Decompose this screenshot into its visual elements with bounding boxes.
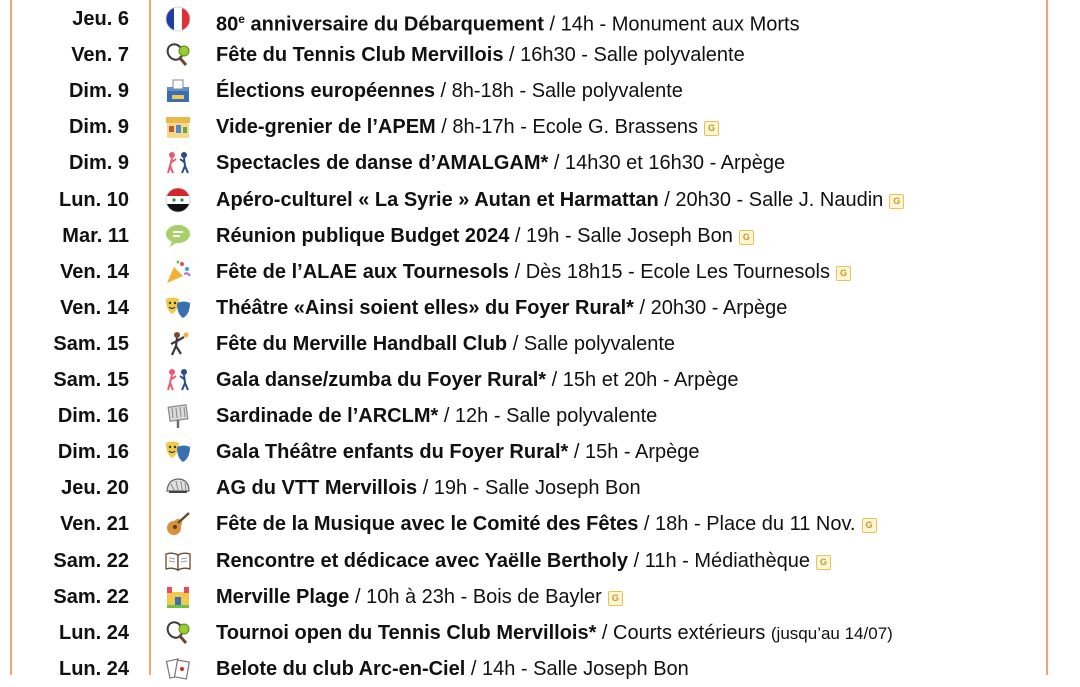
free-entry-badge-icon: G: [862, 518, 877, 533]
event-row: [0, 506, 1080, 542]
theater-masks-icon: [164, 439, 192, 465]
event-title-superscript: e: [238, 12, 245, 26]
event-date: Lun. 24: [58, 621, 129, 644]
event-text: [216, 182, 904, 218]
event-details: / 15h et 20h - Arpège: [546, 369, 739, 391]
event-row: [0, 145, 1080, 181]
event-title: Gala danse/zumba du Foyer Rural*: [216, 369, 547, 391]
event-date: Dim. 9: [68, 80, 129, 103]
event-title: AG du VTT Mervillois: [216, 477, 418, 500]
event-text: [216, 506, 877, 542]
event-date: Ven. 21: [60, 513, 129, 536]
event-details: / 14h - Monument aux Morts: [543, 13, 800, 36]
event-title: Élections européennes: [216, 80, 435, 103]
flag-france-icon: [164, 6, 192, 32]
event-row: [0, 579, 1080, 615]
free-entry-badge-icon: G: [816, 555, 831, 570]
event-row: [0, 37, 1080, 73]
free-entry-badge-icon: G: [889, 194, 904, 209]
event-text: [216, 326, 675, 362]
event-row: [0, 615, 1080, 651]
event-row: [0, 326, 1080, 362]
bike-helmet-icon: [164, 475, 192, 501]
event-date: Lun. 24: [58, 657, 129, 680]
event-title-rest: anniversaire du Débarquement: [244, 13, 544, 36]
event-title: Rencontre et dédicace avec Yaëlle Bertholy: [216, 549, 629, 572]
event-date: Sam. 15: [53, 332, 129, 355]
event-row: [0, 1, 1080, 37]
event-details: / 14h30 et 16h30 - Arpège: [548, 152, 786, 175]
event-title: Merville Plage: [216, 585, 350, 608]
playing-cards-icon: [164, 656, 192, 682]
event-date: Mar. 11: [62, 224, 129, 247]
event-date: Sam. 22: [53, 585, 129, 608]
event-text: [216, 579, 623, 615]
event-date: Lun. 10: [58, 188, 129, 211]
event-date: Ven. 7: [71, 44, 129, 67]
event-text: [216, 615, 893, 651]
event-details: / 10h à 23h - Bois de Bayler: [349, 585, 602, 608]
event-text: [216, 37, 745, 73]
event-title: Gala Théâtre enfants du Foyer Rural*: [216, 441, 569, 464]
event-date: Dim. 16: [57, 405, 129, 428]
event-details: / 19h - Salle Joseph Bon: [509, 224, 733, 247]
market-stall-icon: [164, 114, 192, 140]
event-title: Fête de la Musique avec le Comité des Fêtes: [216, 513, 639, 536]
event-details: / 19h - Salle Joseph Bon: [417, 477, 641, 500]
event-text: [216, 543, 831, 579]
event-details: / 16h30 - Salle polyvalente: [503, 44, 745, 67]
event-details: / 15h - Arpège: [568, 441, 700, 464]
event-date: Dim. 9: [68, 152, 129, 175]
event-title: Apéro-culturel « La Syrie » Autan et Harmattan: [216, 188, 659, 211]
event-title: Sardinade de l’ARCLM*: [216, 405, 439, 428]
event-date: Ven. 14: [60, 260, 129, 283]
dancers-icon: [164, 150, 192, 176]
event-details: / 18h - Place du 11 Nov.: [638, 513, 856, 536]
free-entry-badge-icon: G: [836, 266, 851, 281]
party-popper-icon: [164, 259, 192, 285]
event-title: Réunion publique Budget 2024: [216, 224, 510, 247]
event-title: 80: [216, 13, 239, 36]
event-details: / Salle polyvalente: [507, 332, 676, 355]
guitar-icon: [164, 511, 192, 537]
event-text: [216, 470, 641, 506]
ballot-box-icon: [164, 78, 192, 104]
event-date: Sam. 15: [53, 369, 129, 391]
grill-icon: [164, 403, 192, 429]
event-title: Spectacles de danse d’AMALGAM*: [216, 152, 549, 175]
event-details: / 14h - Salle Joseph Bon: [465, 657, 689, 680]
event-details: / 20h30 - Arpège: [633, 296, 788, 319]
free-entry-badge-icon: G: [608, 591, 623, 606]
event-date: Ven. 14: [60, 296, 129, 319]
event-row: [0, 398, 1080, 434]
free-entry-badge-icon: G: [739, 230, 754, 245]
event-extra-note: (jusqu’au 14/07): [770, 623, 893, 643]
event-details: / 11h - Médiathèque: [628, 549, 811, 572]
event-text: [216, 109, 719, 145]
event-row: [0, 470, 1080, 506]
event-text: [216, 362, 738, 398]
event-text: [216, 290, 787, 326]
speech-bubble-icon: [164, 223, 192, 249]
free-entry-badge-icon: G: [704, 121, 719, 136]
event-date: Dim. 16: [57, 441, 129, 464]
event-details: / 12h - Salle polyvalente: [438, 405, 658, 428]
event-row: [0, 109, 1080, 145]
event-text: [216, 218, 754, 254]
theater-masks-icon: [164, 295, 192, 321]
event-row: [0, 290, 1080, 326]
event-title: Belote du club Arc-en-Ciel: [216, 657, 466, 680]
event-title: Fête de l’ALAE aux Tournesols: [216, 260, 510, 283]
tennis-icon: [164, 620, 192, 646]
event-text: [216, 398, 657, 434]
event-text: [216, 145, 785, 181]
event-row: [0, 434, 1080, 470]
open-book-icon: [164, 548, 192, 574]
event-details: / 8h-17h - Ecole G. Brassens: [435, 116, 699, 139]
bouncy-castle-icon: [164, 584, 192, 610]
event-date: Jeu. 6: [72, 8, 129, 30]
event-title: Tournoi open du Tennis Club Mervillois*: [216, 621, 597, 644]
tennis-icon: [164, 42, 192, 68]
event-row: [0, 73, 1080, 109]
event-title: Fête du Tennis Club Mervillois: [216, 44, 504, 67]
event-title: Vide-grenier de l’APEM: [216, 116, 436, 139]
event-date: Sam. 22: [53, 549, 129, 572]
event-row: [0, 182, 1080, 218]
event-row: [0, 254, 1080, 290]
event-text: [216, 1, 800, 37]
event-row: [0, 651, 1080, 687]
event-title: Théâtre «Ainsi soient elles» du Foyer Rural*: [216, 296, 634, 319]
event-text: [216, 434, 700, 470]
event-date: Dim. 9: [68, 116, 129, 139]
event-details: / Courts extérieurs: [596, 621, 771, 644]
event-details: / Dès 18h15 - Ecole Les Tournesols: [509, 260, 830, 283]
handball-player-icon: [164, 331, 192, 357]
event-text: [216, 73, 683, 109]
event-row: [0, 218, 1080, 254]
event-row: [0, 543, 1080, 579]
event-title: Fête du Merville Handball Club: [216, 332, 508, 355]
flag-syria-icon: [164, 187, 192, 213]
event-details: / 20h30 - Salle J. Naudin: [658, 188, 884, 211]
event-row: [0, 362, 1080, 398]
dancers-icon: [164, 367, 192, 393]
event-text: [216, 651, 689, 687]
event-text: [216, 254, 851, 290]
event-details: / 8h-18h - Salle polyvalente: [434, 80, 683, 103]
event-date: Jeu. 20: [61, 477, 129, 500]
